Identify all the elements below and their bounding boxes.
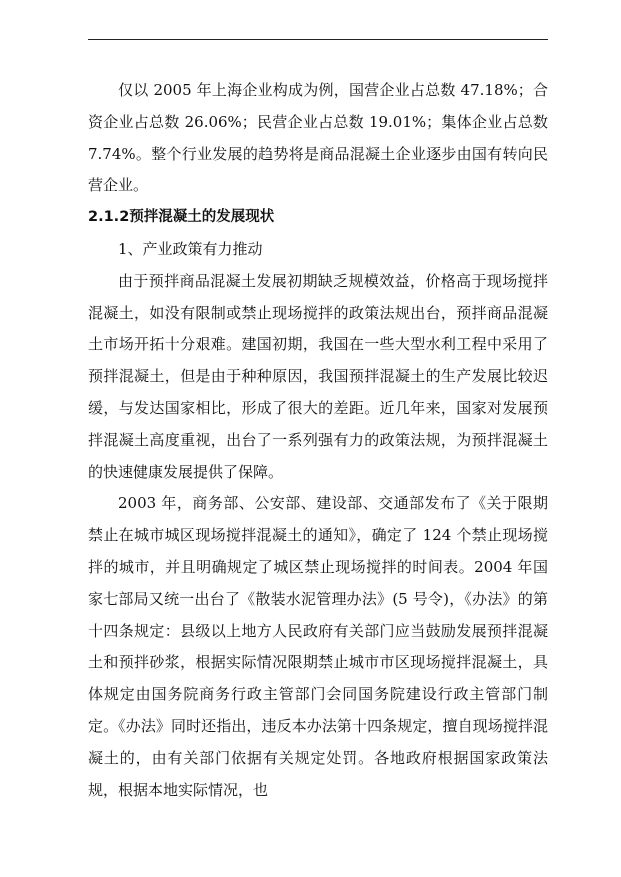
paragraph-enterprise-composition: 仅以 2005 年上海企业构成为例，国营企业占总数 47.18%；合资企业占总数 26.06%；民营企业占总数 19.01%；集体企业占总数 7.74%。整个行业发展的趋势将是商品混凝土企业逐步由国有转向民营企业。 [88,81,548,195]
section-heading: 2.1.2预拌混凝土的发展现状 [88,209,275,226]
header-rule [88,39,548,40]
subsection-heading: 1、产业政策有力推动 [118,239,263,258]
paragraph-policy-background: 由于预拌商品混凝土发展初期缺乏规模效益，价格高于现场搅拌混凝土，如没有限制或禁止现场搅拌的政策法规出台，预拌商品混凝土市场开拓十分艰难。建国初期，我国在一些大型水利工程中采用了预拌混凝土，但是由于种种原因，我国预拌混凝土的生产发展比较迟缓，与发达国家相比，形成了很大的差距。近几年来，国家对发展预拌混凝土高度重视，出台了一系列强有力的政策法规，为预拌混凝土的快速健康发展提供了保障。 [88,271,548,481]
paragraph-policy-details: 2003 年，商务部、公安部、建设部、交通部发布了《关于限期禁止在城市城区现场搅拌混凝土的通知》，确定了 124 个禁止现场搅拌的城市，并且明确规定了城区禁止现场搅拌的时间表。2004 年国家七部局又统一出台了《散装水泥管理办法》(5 号令)，《办法》的第十四条规定：县级以上地方人民政府有关部门应当鼓励发展预拌混凝土和预拌砂浆，根据实际情况限期禁止城市市区现场搅拌混凝土，具体规定由国务院商务行政主管部门会同国务院建设行政主管部门制定。《办法》同时还指出，违反本办法第十四条规定，擅自现场搅拌混凝土的，由有关部门依据有关规定处罚。各地政府根据国家政策法规，根据本地实际情况，也 [88,494,548,799]
document-body [88,75,548,806]
